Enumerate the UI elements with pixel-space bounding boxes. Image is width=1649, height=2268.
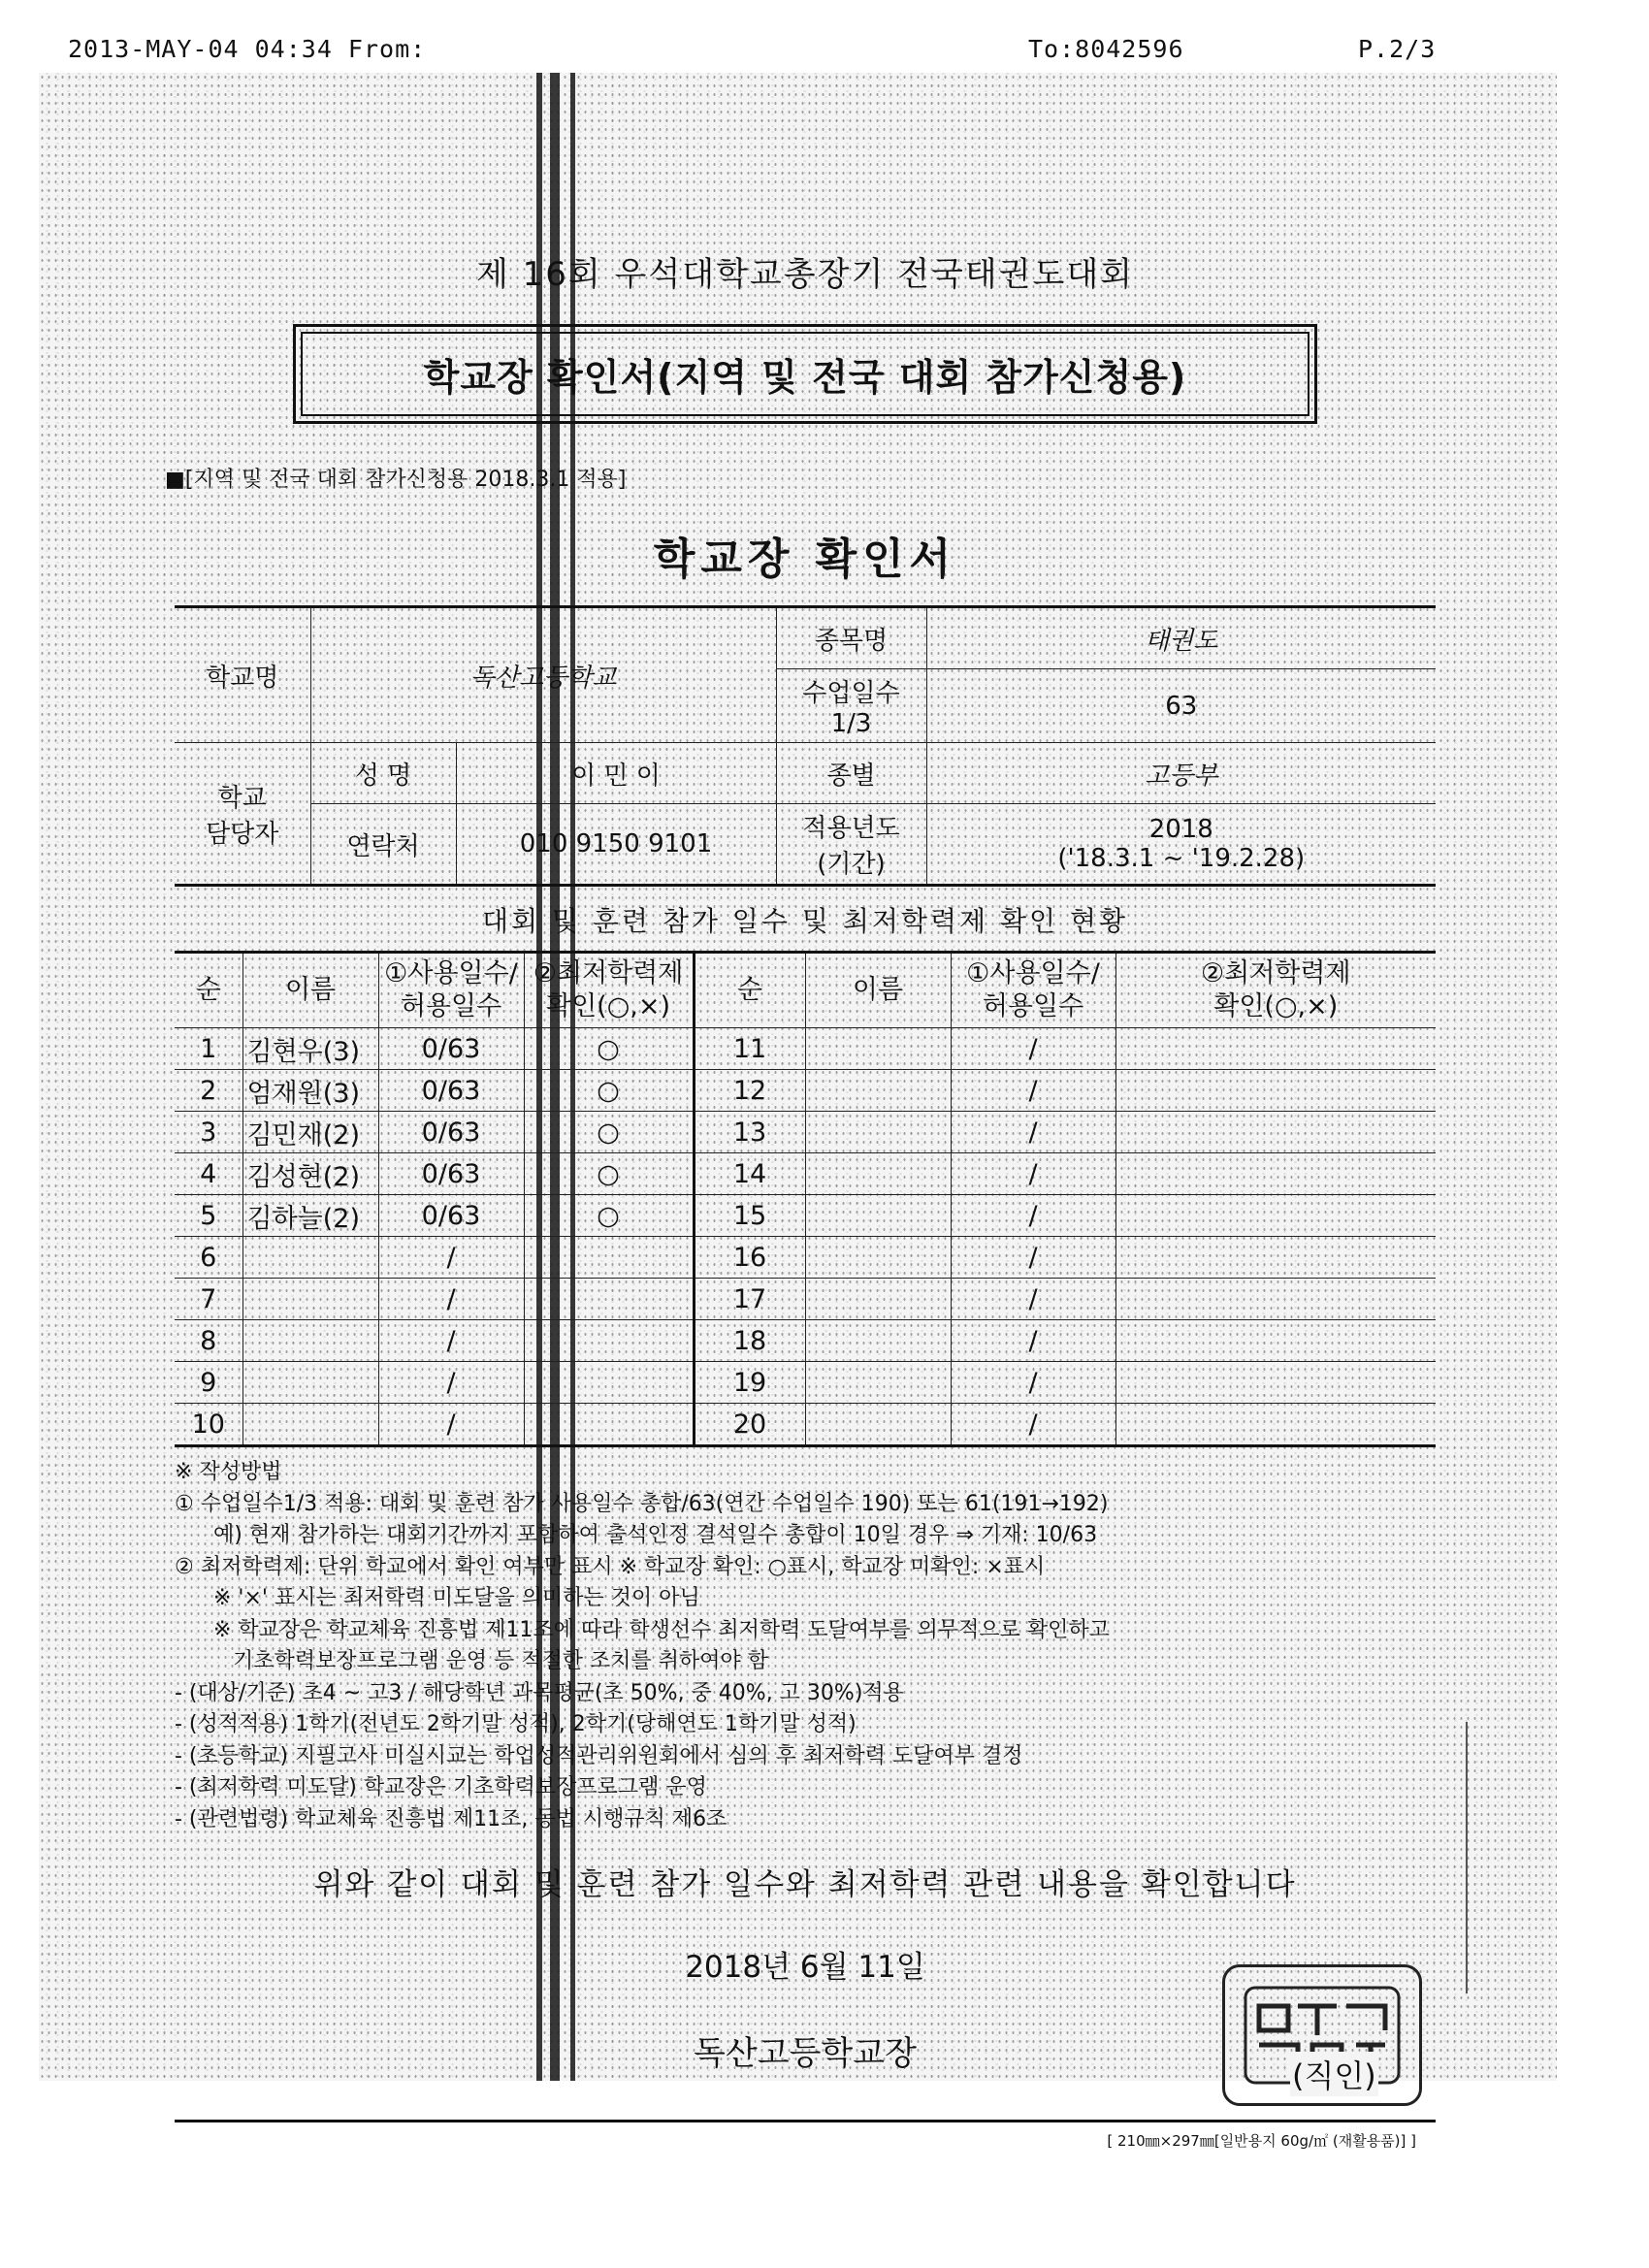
row-check — [1116, 1362, 1436, 1404]
fax-header — [68, 35, 1504, 68]
status-title: 대회 및 훈련 참가 일수 및 최저학력제 확인 현황 — [481, 905, 1129, 937]
row-days: / — [378, 1404, 524, 1446]
row-check — [524, 1320, 694, 1362]
instruction-line: 기초학력보장프로그램 운영 등 적절한 조치를 취하여야 함 — [233, 1649, 769, 1674]
scan-edge-mark — [1466, 1722, 1536, 1993]
row-check — [1116, 1028, 1436, 1070]
row-no: 9 — [175, 1362, 242, 1404]
instruction-line: - (관련법령) 학교체육 진흥법 제11조, 동법 시행규칙 제6조 — [175, 1807, 728, 1832]
row-check — [1116, 1279, 1436, 1320]
row-no: 8 — [175, 1320, 242, 1362]
instruction-line: - (최저학력 미도달) 학교장은 기초학력보장프로그램 운영 — [175, 1775, 707, 1800]
row-days: / — [951, 1404, 1116, 1446]
row-name: 엄재원(3) — [242, 1070, 378, 1112]
header-days — [378, 953, 524, 1028]
instruction-line: ※ '×' 표시는 최저학력 미도달을 의미하는 것이 아님 — [213, 1586, 700, 1611]
row-check — [1116, 1153, 1436, 1195]
period-value: ('18.3.1 ~ '19.2.28) — [1057, 844, 1306, 873]
header-check-line1: ②최저학력제 — [1200, 958, 1351, 989]
year-label-line1: 적용년도 — [802, 814, 900, 843]
header-name: 이름 — [805, 953, 951, 1028]
row-no: 12 — [694, 1070, 805, 1112]
row-name — [805, 1153, 951, 1195]
row-no: 14 — [694, 1153, 805, 1195]
manager-label — [175, 743, 310, 886]
row-check: ○ — [524, 1028, 694, 1070]
year-label — [776, 804, 926, 886]
row-name — [242, 1279, 378, 1320]
row-no: 13 — [694, 1112, 805, 1153]
document-body — [165, 175, 1436, 2151]
school-info-table — [175, 605, 1436, 887]
seal-label: (직인) — [1290, 2052, 1378, 2096]
header-days — [951, 953, 1116, 1028]
row-check — [1116, 1404, 1436, 1446]
table-row — [175, 1320, 1436, 1362]
instruction-line: 예) 현재 참가하는 대회기간까지 포함하여 출석인정 결석일수 총합이 10일 경우 ⇒ 기재: 10/63 — [213, 1523, 1098, 1548]
instructions — [175, 1457, 1436, 1836]
row-days: / — [951, 1070, 1116, 1112]
header-days-line2: 허용일수 — [982, 991, 1084, 1021]
row-days: / — [951, 1362, 1116, 1404]
sport-label: 종목명 — [776, 607, 926, 669]
instruction-line: - (대상/기준) 초4 ~ 고3 / 해당학년 과목평균(초 50%, 중 40%, 고 30%)적용 — [175, 1680, 904, 1705]
row-check — [1116, 1070, 1436, 1112]
header-check-line2: 확인(○,×) — [1213, 991, 1339, 1021]
row-name — [805, 1404, 951, 1446]
row-days: / — [951, 1112, 1116, 1153]
row-name: 김성현(2) — [242, 1153, 378, 1195]
row-no: 10 — [175, 1404, 242, 1446]
instruction-line: ② 최저학력제: 단위 학교에서 확인 여부만 표시 ※ 학교장 확인: ○표시, 학교장 미확인: ×표시 — [175, 1554, 1046, 1579]
row-name: 김하늘(2) — [242, 1195, 378, 1237]
contact-value: 010 9150 9101 — [456, 804, 776, 886]
row-days: / — [951, 1279, 1116, 1320]
row-check: ○ — [524, 1070, 694, 1112]
table-row — [175, 1112, 1436, 1153]
row-days: / — [378, 1362, 524, 1404]
category-label: 종별 — [776, 743, 926, 804]
row-check — [524, 1279, 694, 1320]
section-note: ■[지역 및 전국 대회 참가신청용 2018.3.1 적용] — [165, 468, 627, 492]
row-name: 김현우(3) — [242, 1028, 378, 1070]
sport-value: 태권도 — [926, 607, 1436, 669]
year-label-line2: (기간) — [817, 850, 886, 879]
row-check — [1116, 1195, 1436, 1237]
participation-status-table — [175, 951, 1436, 1447]
table-row — [175, 1153, 1436, 1195]
row-no: 3 — [175, 1112, 242, 1153]
row-no: 11 — [694, 1028, 805, 1070]
row-days: / — [951, 1028, 1116, 1070]
row-name — [805, 1112, 951, 1153]
manager-label-line2: 담당자 — [206, 819, 279, 849]
class-days-label-line2: 1/3 — [830, 709, 872, 738]
row-days: 0/63 — [378, 1112, 524, 1153]
instruction-line: - (성적적용) 1학기(전년도 2학기말 성적), 2학기(당해연도 1학기말 성적) — [175, 1712, 857, 1737]
row-check — [1116, 1320, 1436, 1362]
row-check — [524, 1362, 694, 1404]
row-days: / — [951, 1153, 1116, 1195]
row-name — [805, 1070, 951, 1112]
signature-area — [175, 1993, 1436, 2110]
row-no: 20 — [694, 1404, 805, 1446]
header-check — [524, 953, 694, 1028]
form-title-box — [293, 324, 1317, 424]
row-check: ○ — [524, 1112, 694, 1153]
name-label: 성 명 — [310, 743, 456, 804]
row-no: 7 — [175, 1279, 242, 1320]
year-value — [926, 804, 1436, 886]
status-table-body — [175, 1028, 1436, 1446]
class-days-label-line1: 수업일수 — [802, 679, 900, 708]
signer-title: 독산고등학교장 — [694, 2033, 917, 2073]
instruction-line: ※ 학교장은 학교체육 진흥법 제11조에 따라 학생선수 최저학력 도달여부를 의무적으로 확인하고 — [213, 1617, 1110, 1642]
row-check — [1116, 1237, 1436, 1279]
row-days: / — [378, 1237, 524, 1279]
header-check-line1: ②최저학력제 — [533, 958, 684, 989]
status-header-row — [175, 953, 1436, 1028]
row-check: ○ — [524, 1195, 694, 1237]
form-title: 학교장 확인서(지역 및 전국 대회 참가신청용) — [301, 332, 1310, 416]
row-check — [1116, 1112, 1436, 1153]
row-no: 15 — [694, 1195, 805, 1237]
category-value: 고등부 — [926, 743, 1436, 804]
event-title: 제 16회 우석대학교총장기 전국태권도대회 — [475, 255, 1135, 294]
manager-label-line1: 학교 — [217, 783, 267, 813]
instructions-heading: ※ 작성방법 — [175, 1460, 282, 1484]
row-days: / — [378, 1320, 524, 1362]
row-name — [242, 1404, 378, 1446]
fax-datetime: 2013-MAY-04 04:34 From: — [68, 35, 427, 63]
row-name — [805, 1320, 951, 1362]
header-check — [1116, 953, 1436, 1028]
row-days: / — [951, 1195, 1116, 1237]
row-no: 4 — [175, 1153, 242, 1195]
row-name — [242, 1362, 378, 1404]
confirmation-statement: 위와 같이 대회 및 훈련 참가 일수와 최저학력 관련 내용을 확인합니다 — [313, 1866, 1297, 1902]
row-days: 0/63 — [378, 1070, 524, 1112]
paper-spec: [ 210㎜×297㎜[일반용지 60g/㎡ (재활용품)] ] — [1107, 2131, 1416, 2150]
header-days-line1: ①사용일수/ — [384, 958, 518, 989]
fax-recipient: To:8042596 — [1028, 35, 1184, 63]
name-value: 이 민 이 — [456, 743, 776, 804]
table-row — [175, 1070, 1436, 1112]
row-days: 0/63 — [378, 1195, 524, 1237]
fax-page-number: P.2/3 — [1358, 35, 1437, 63]
row-name: 김민재(2) — [242, 1112, 378, 1153]
table-row — [175, 1237, 1436, 1279]
row-name — [805, 1279, 951, 1320]
row-name — [805, 1362, 951, 1404]
scanned-page — [39, 73, 1557, 2150]
instruction-line: ① 수업일수1/3 적용: 대회 및 훈련 참가 사용일수 총합/63(연간 수업일수 190) 또는 61(191→192) — [175, 1491, 1109, 1516]
row-no: 5 — [175, 1195, 242, 1237]
table-row — [175, 1362, 1436, 1404]
row-name — [805, 1195, 951, 1237]
row-days: / — [951, 1320, 1116, 1362]
row-check — [524, 1237, 694, 1279]
header-name: 이름 — [242, 953, 378, 1028]
row-no: 2 — [175, 1070, 242, 1112]
row-name — [805, 1028, 951, 1070]
header-check-line2: 확인(○,×) — [546, 991, 670, 1021]
row-no: 1 — [175, 1028, 242, 1070]
row-no: 18 — [694, 1320, 805, 1362]
row-check — [524, 1404, 694, 1446]
class-days-value: 63 — [926, 669, 1436, 743]
row-no: 6 — [175, 1237, 242, 1279]
table-row — [175, 1404, 1436, 1446]
header-days-line1: ①사용일수/ — [966, 958, 1100, 989]
header-no: 순 — [175, 953, 242, 1028]
school-label: 학교명 — [175, 607, 310, 743]
instruction-line: - (초등학교) 지필고사 미실시교는 학업성적관리위원회에서 심의 후 최저학력 도달여부 결정 — [175, 1743, 1023, 1768]
row-name — [242, 1320, 378, 1362]
year-value-line1: 2018 — [1148, 815, 1213, 844]
school-value: 독산고등학교 — [310, 607, 776, 743]
table-row — [175, 1195, 1436, 1237]
table-row — [175, 1028, 1436, 1070]
row-name — [805, 1237, 951, 1279]
row-days: 0/63 — [378, 1028, 524, 1070]
header-no: 순 — [694, 953, 805, 1028]
row-days: / — [378, 1279, 524, 1320]
row-days: 0/63 — [378, 1153, 524, 1195]
row-no: 16 — [694, 1237, 805, 1279]
contact-label: 연락처 — [310, 804, 456, 886]
class-days-label — [776, 669, 926, 743]
issue-date: 2018년 6월 11일 — [685, 1949, 925, 1985]
footer-divider — [175, 2120, 1436, 2122]
table-row — [175, 1279, 1436, 1320]
header-days-line2: 허용일수 — [400, 991, 502, 1021]
row-name — [242, 1237, 378, 1279]
row-check: ○ — [524, 1153, 694, 1195]
row-no: 19 — [694, 1362, 805, 1404]
row-no: 17 — [694, 1279, 805, 1320]
row-days: / — [951, 1237, 1116, 1279]
page-title: 학교장 확인서 — [653, 535, 957, 584]
